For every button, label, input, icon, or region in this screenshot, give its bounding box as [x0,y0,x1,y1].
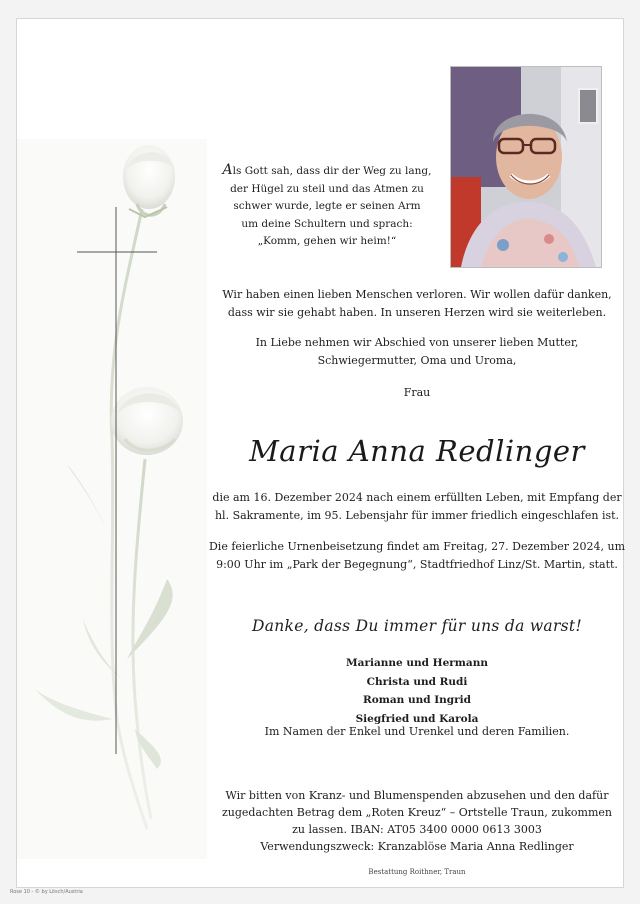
ceremony-line: Die feierliche Urnenbeisetzung findet am Freitag, 27. Dezember 2024, um [208,540,626,553]
footer-credit: Rose 10 - © by Lösch/Austria [10,889,83,895]
poem [217,162,437,251]
portrait-photo [450,66,602,268]
donation-text [197,787,637,855]
family-list [197,654,637,728]
donation-line: zugedachten Betrag dem „Roten Kreuz“ – Ortstelle Traun, zukommen [222,806,612,819]
farewell-line: In Liebe nehmen wir Abschied von unserer lieben Mutter, [255,336,579,349]
death-notice [197,489,637,525]
intro-line: Wir haben einen lieben Menschen verloren. Wir wollen dafür danken, [222,288,612,301]
farewell-line: Schwiegermutter, Oma und Uroma, [317,354,517,367]
family-member: Siegfried und Karola [355,712,479,725]
death-notice-line: hl. Sakramente, im 95. Lebensjahr für immer friedlich eingeschlafen ist. [214,509,620,522]
poem-line: um deine Schultern und sprach: [241,217,413,230]
ceremony-line: 9:00 Uhr im „Park der Begegnung“, Stadtfriedhof Linz/St. Martin, statt. [216,558,618,571]
rose-cross-illustration [17,19,217,887]
deceased-name: Maria Anna Redlinger [249,434,585,468]
farewell-text [197,334,637,370]
poem-dropcap: A [222,162,233,178]
grandchildren-line: Im Namen der Enkel und Urenkel und deren Familien. [264,725,570,738]
poem-line: schwer wurde, legte er seinen Arm [233,200,421,212]
family-member: Roman und Ingrid [363,694,471,706]
family-member: Marianne und Hermann [346,657,488,669]
intro-text [197,286,637,322]
poem-line: ls Gott sah, dass dir der Weg zu lang, [232,165,432,177]
poem-line: „Komm, gehen wir heim!“ [257,235,397,247]
donation-line: Verwendungszweck: Kranzablöse Maria Anna Redlinger [260,840,574,853]
intro-line: dass wir sie gehabt haben. In unseren Herzen wird sie weiterleben. [227,306,607,319]
obituary-card [16,18,624,888]
salutation: Frau [403,386,431,399]
donation-line: zu lassen. IBAN: AT05 3400 0000 0613 3003 [292,823,542,836]
death-notice-line: die am 16. Dezember 2024 nach einem erfüllten Leben, mit Empfang der [212,491,622,504]
ceremony-text [197,538,637,574]
donation-line: Wir bitten von Kranz- und Blumenspenden abzusehen und den dafür [225,789,609,802]
family-member: Christa und Rudi [366,675,468,688]
thanks-line: Danke, dass Du immer für uns da warst! [252,617,582,635]
undertaker: Bestattung Roithner, Traun [368,868,466,876]
poem-line: der Hügel zu steil und das Atmen zu [230,182,424,195]
